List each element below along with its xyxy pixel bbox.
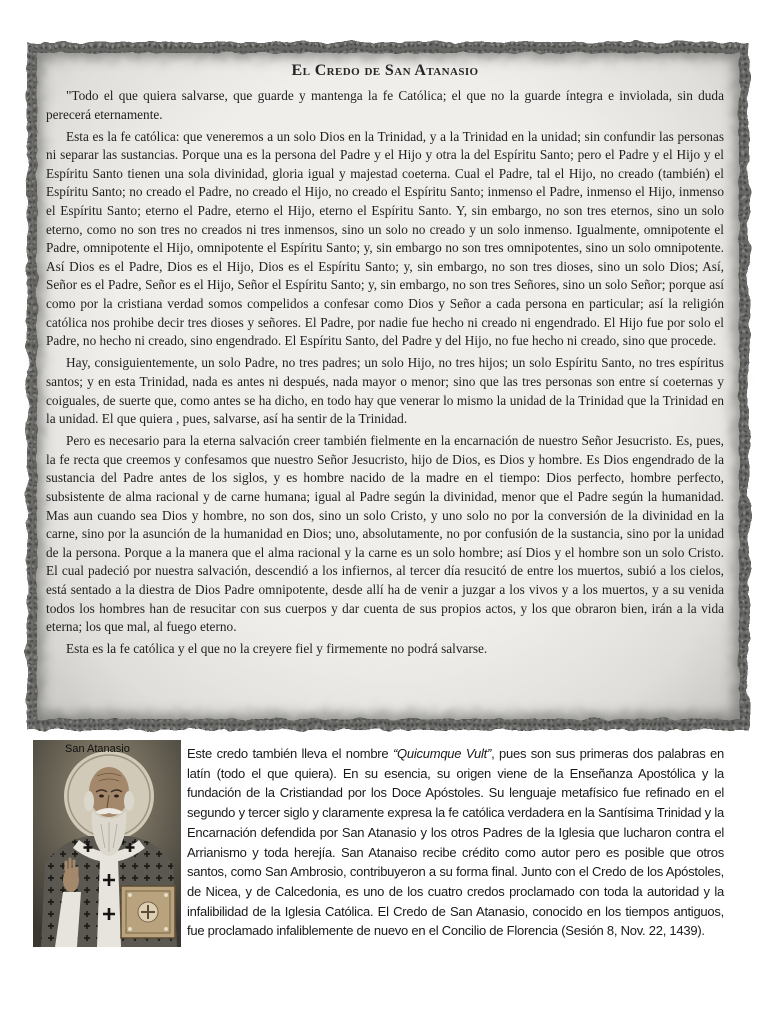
- creed-paragraph: Esta es la fe católica: que veneremos a un solo Dios en la Trinidad, y a la Trinidad en la unidad; sin confundir las personas ni separar las sustancias. Porque una es la persona del Padre y el Hijo y otra la del Espíritu Santo; pero el Padre y el Hijo y el Espíritu Santo tienen una sola divinidad, gloria igual y majestad coeterna. Cual el Padre, tal el Hijo, no creado (también) el Espíritu Santo; no creado el Padre, no creado el Hijo, no creado el Espíritu Santo; inmenso el Padre, inmenso el Hijo, inmenso el Espíritu Santo; eterno el Padre, eterno el Hijo, eterno el Espíritu Santo. Y, sin embargo, no son tres eternos, sino un solo eterno, como no son tres no creados ni tres inmensos, sino un solo no creado y un solo inmenso. Igualmente, omnipotente el Padre, omnipotente el Hijo, omnipotente el Espíritu Santo; y, sin embargo no son tres omnipotentes, sino un solo omnipotente. Así Dios es el Padre, Dios es el Hijo, Dios es el Espíritu Santo; y, sin embargo, no son tres dioses, sino un solo Dios; Así, Señor es el Padre, Señor es el Hijo, Señor el Espíritu Santo; y, sin embargo, no son tres Señores, sino un solo Señor; porque así como por la cristiana verdad somos compelidos a confesar como Dios y Señor a cada persona en particular; así la religión católica nos prohibe decir tres dioses y señores. El Padre, por nadie fue hecho ni creado ni engendrado. El Hijo fue por solo el Padre, no hecho ni creado, sino engendrado. El Espíritu Santo, del Padre y del Hijo, no fue hecho ni creado, sino que procede.: [46, 128, 724, 349]
- description-text: Este credo también lleva el nombre: [187, 746, 393, 761]
- saint-description: [187, 744, 724, 941]
- creed-paragraph: Hay, consiguientemente, un solo Padre, no tres padres; un solo Hijo, no tres hijos; un solo Espíritu Santo, no tres espíritus santos; y en esta Trinidad, nada es antes ni después, nada mayor o menor; sino que las tres personas son entre sí coeternas y coiguales, de suerte que, como antes se ha dicho, en todo hay que venerar lo mismo la unidad de la Trinidad que la Trinidad en la unidad. El que quiera , pues, salvarse, así ha sentir de la Trinidad.: [46, 355, 724, 427]
- creed-text-block: [46, 60, 724, 662]
- saint-icon-image: [33, 740, 181, 947]
- saint-icon-painting: [33, 740, 181, 947]
- creed-paragraph: Esta es la fe católica y el que no la creyere fiel y firmemente no podrá salvarse.: [66, 641, 488, 657]
- latin-name: “Quicumque Vult”: [392, 746, 492, 761]
- page-title: El Credo de San Atanasio: [291, 62, 479, 79]
- description-text: , pues son sus primeras dos palabras en latín (todo el que quiera). En su esencia, su origen viene de la Enseñanza Apostólica y la fundación de la Cristiandad por los Doce Apóstoles. Su lenguaje metafísico fue refinado en el segundo y tercer siglo y claramente expresa la fe católica verdadera en la Santísima Trinidad y la Encarnación defendida por San Atanasio y los otros Padres de la Iglesia que lucharon contra el Arrianismo y toda herejía. San Atanaiso recibe crédito como autor pero es posible que otros santos, como San Ambrosio, contribuyeron a su forma final. Junto con el Credo de los Apóstoles, de Nicea, y de Calcedonia, es uno de los cuatro credos proclamado con toda la autoridad y la infalibilidad de la Iglesia Católica. El Credo de San Atanasio, conocido en los tiempos antiguos, fue proclamado infaliblemente de nuevo en el Concilio de Florencia (Sesión 8, Nov. 22, 1439).: [187, 746, 724, 939]
- creed-paragraph: "Todo el que quiera salvarse, que guarde y mantenga la fe Católica; el que no la guarde íntegra e inviolada, sin duda perecerá eternamente.: [46, 88, 724, 122]
- image-label: San Atanasio: [65, 743, 130, 755]
- creed-paragraph: Pero es necesario para la eterna salvación creer también fielmente en la encarnación de nuestro Señor Jesucristo. Es, pues, la fe recta que creemos y confesamos que nuestro Señor Jesucristo, hijo de Dios, es Dios y hombre. Es Dios engendrado de la sustancia del Padre antes de los siglos, y es hombre nacido de la madre en el tiempo: Dios perfecto, hombre perfecto, subsistente de alma racional y de carne humana; igual al Padre según la divinidad, menor que el Padre según la humanidad. Mas aun cuando sea Dios y hombre, no son dos, sino un solo Cristo, y uno solo no por la conversión de la divinidad en la carne, sino por la asunción de la humanidad en Dios; uno, absolutamente, no por confusión de la sustancia, sino por la unidad de la persona. Porque a la manera que el alma racional y la carne es un solo hombre; así Dios y el hombre son un solo Cristo. El cual padeció por nuestra salvación, descendió a los infiernos, al tercer día resucitó de entre los muertos, subió a los cielos, está sentado a la diestra de Dios Padre omnipotente, desde allí ha de venir a juzgar a los vivos y a los muertos, y a su venida todos los hombres han de resucitar con sus cuerpos y dar cuenta de sus propios actos, y los que obraron bien, irán a la vida eterna; los que mal, al fuego eterno.: [46, 433, 724, 635]
- gospel-book: [121, 886, 175, 938]
